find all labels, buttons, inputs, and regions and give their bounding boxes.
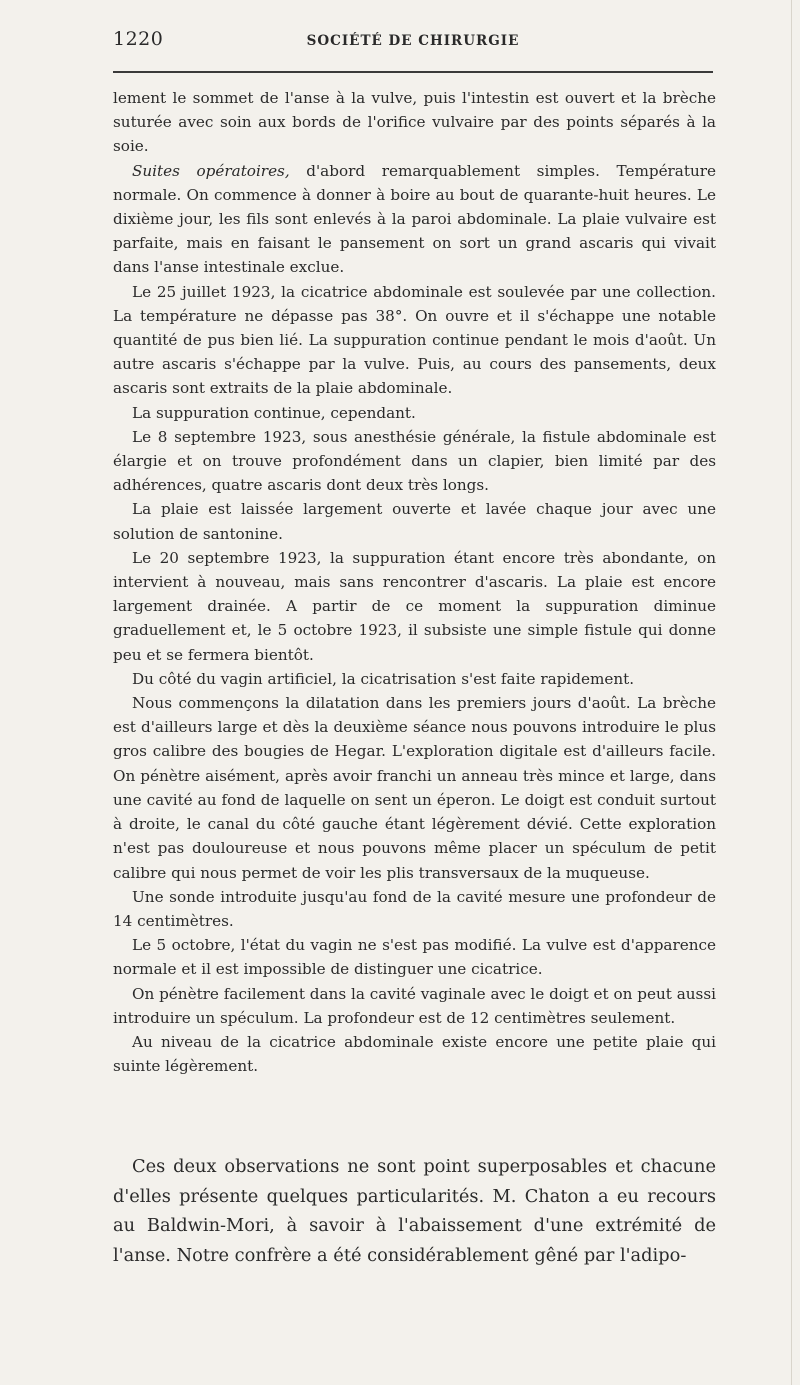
paragraph: Le 8 septembre 1923, sous anesthésie générale, la fistule abdominale est élargie et on trouve profondément dans un clapier, bien limité par des adhérences, quatre ascaris dont deux très longs.: [113, 427, 716, 495]
paragraph: La plaie est laissée largement ouverte et lavée chaque jour avec une solution de santonine.: [113, 500, 716, 543]
paragraph: Le 20 septembre 1923, la suppuration étant encore très abondante, on intervient à nouveau, mais sans rencontrer d'ascaris. La plaie est encore largement drainée. A partir de ce moment la suppuration diminue graduellement et, le 5 octobre 1923, il subsiste une simple fistule qui donne peu et se fermera bientôt.: [113, 548, 716, 664]
closing-text: [113, 1152, 716, 1270]
page-header: [113, 28, 713, 56]
page-number: 1220: [113, 28, 164, 50]
closing-paragraph: Ces deux observations ne sont point superposables et chacune d'elles présente quelques particularités. M. Chaton a eu recours au Baldwin-Mori, à savoir à l'abaissement d'une extrémité de l'anse. Notre confrère a été considérablement gêné par l'adipo-: [113, 1156, 716, 1266]
paragraph-text: d'abord remarquablement simples. Température normale. On commence à donner à boire au bout de quarante-huit heures. Le dixième jour, les fils sont enlevés à la paroi abdominale. La plaie vulvaire est parfaite, mais en faisant le pansement on sort un grand ascaris qui vivait dans l'anse intestinale exclue.: [113, 161, 716, 277]
running-title: SOCIÉTÉ DE CHIRURGIE: [306, 33, 520, 49]
paragraph: Du côté du vagin artificiel, la cicatrisation s'est faite rapidement.: [132, 669, 635, 688]
paragraph: Le 25 juillet 1923, la cicatrice abdominale est soulevée par une collection. La température ne dépasse pas 38°. On ouvre et il s'échappe une notable quantité de pus bien lié. La suppuration continue pendant le mois d'août. Un autre ascaris s'échappe par la vulve. Puis, au cours des pansements, deux ascaris sont extraits de la plaie abdominale.: [113, 282, 716, 398]
paragraph: Une sonde introduite jusqu'au fond de la cavité mesure une profondeur de 14 centimètres.: [113, 887, 716, 930]
paragraph: Nous commençons la dilatation dans les premiers jours d'août. La brèche est d'ailleurs large et dès la deuxième séance nous pouvons introduire le plus gros calibre des bougies de Hegar. L'exploration digitale est d'ailleurs facile. On pénètre aisément, après avoir franchi un anneau très mince et large, dans une cavité au fond de laquelle on sent un éperon. Le doigt est conduit surtout à droite, le canal du côté gauche étant légèrement dévié. Cette exploration n'est pas douloureuse et nous pouvons même placer un spéculum de petit calibre qui nous permet de voir les plis transversaux de la muqueuse.: [113, 694, 716, 882]
body-text: [113, 86, 716, 1078]
header-rule: [113, 71, 713, 73]
paragraph: Au niveau de la cicatrice abdominale existe encore une petite plaie qui suinte légèrement.: [113, 1032, 716, 1076]
paragraph: Le 5 octobre, l'état du vagin ne s'est pas modifié. La vulve est d'apparence normale et il est impossible de distinguer une cicatrice.: [113, 936, 716, 979]
page-edge: [791, 0, 792, 1385]
paragraph: lement le sommet de l'anse à la vulve, puis l'intestin est ouvert et la brèche suturée avec soin aux bords de l'orifice vulvaire par des points séparés à la soie.: [113, 89, 716, 156]
paragraph: On pénètre facilement dans la cavité vaginale avec le doigt et on peut aussi introduire un spéculum. La profondeur est de 12 centimètres seulement.: [113, 984, 716, 1027]
paragraph: La suppuration continue, cependant.: [132, 403, 416, 422]
section-lead: Suites opératoires,: [132, 161, 290, 180]
paragraph: [113, 159, 716, 280]
